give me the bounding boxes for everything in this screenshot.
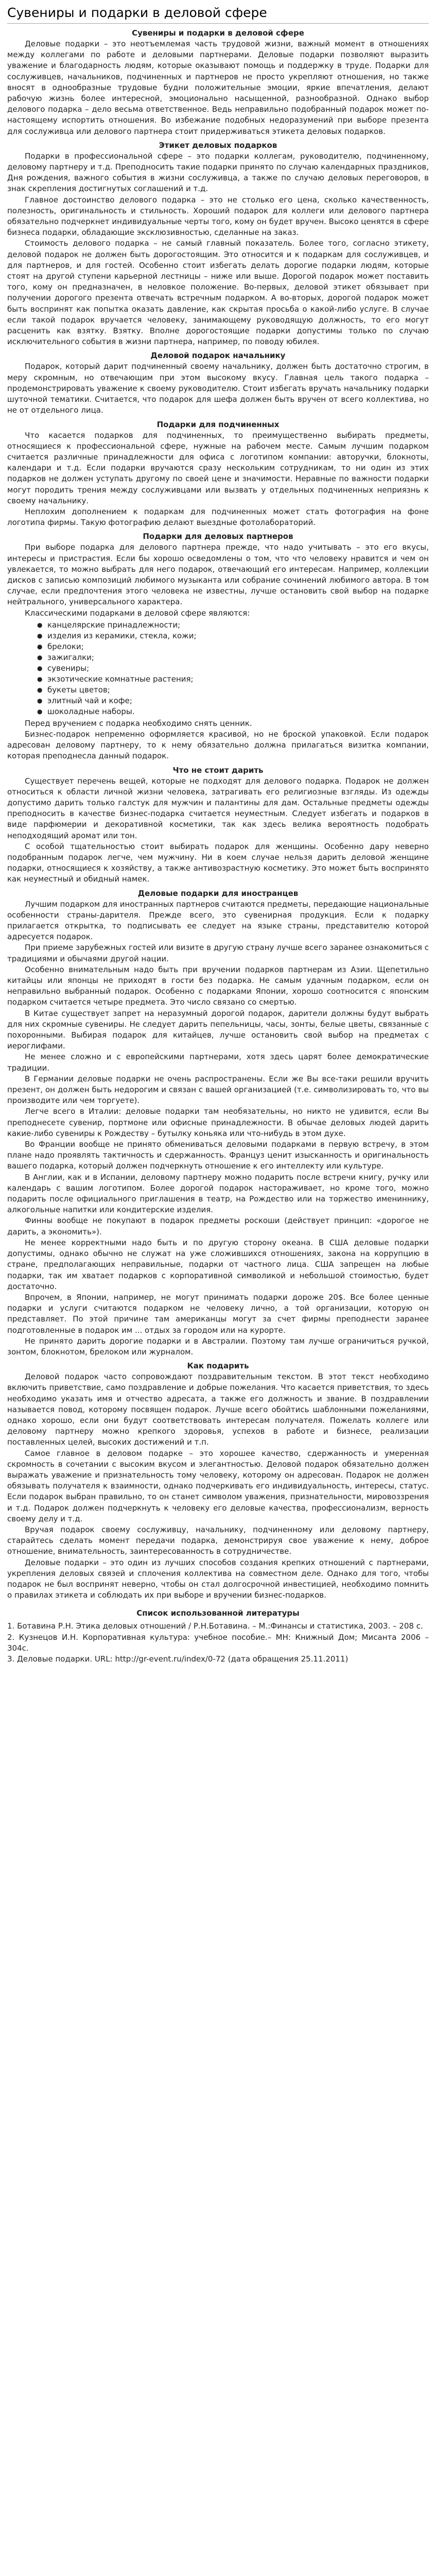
section-foreign: [7, 888, 429, 1358]
section-etiquette: [7, 140, 429, 348]
list-item-text: шоколадные наборы.: [47, 706, 135, 716]
intro-paragraphs: [7, 39, 429, 137]
list-item-text: сувениры;: [47, 663, 90, 673]
references-section: [7, 1608, 429, 1665]
list-item-text: изделия из керамики, стекла, кожи;: [47, 631, 197, 640]
section-paragraph: Подарок, который дарит подчиненный своему начальнику, должен быть достаточно строгим, в меру скромным, но отвечающим при этом высокому вкусу. Главная цель такого подарка – продемонстрировать уважение к своему руководителю. Стоит избегать вручать начальнику подарки шуточной тематики. Считается, что подарок для шефа должен быть вручен от всего коллектива, но не от отдельного лица.: [7, 362, 429, 415]
section-paragraph: Лучшим подарком для иностранных партнеров считаются предметы, передающие национальные особенности страны-дарителя. Прежде всего, это сувенирная продукция. Если к подарку прилагается открытка, то подписывать ее следует на языке страны, представителю которой адресуется подарок.: [7, 899, 429, 942]
list-item: [37, 631, 429, 641]
list-item: [37, 663, 429, 674]
list-item-text: экзотические комнатные растения;: [47, 674, 194, 684]
section-paragraph: Неплохим дополнением к подаркам для подчиненных может стать фотография на фоне логотипа фирмы. Такую фотографию делают выездные фотолабораторий.: [7, 506, 429, 528]
section-paragraph: Самое главное в деловом подарке – это хорошее качество, сдержанность и умеренная скромность в сочетании с высоким вкусом и элегантностью. Деловой подарок обязательно должен выражать уважение и признательность тому человеку, которому он адресован. Подарок не должен обязывать получателя к взаимности, однако подчеркивать его индивидуальность, интересы, статус. Если подарок выбран правильно, то он станет символом уважения, признательности, мировоззрения и т.д. Подарок должен подчеркнуть к человеку его деловые качества, профессионализм, верность своему делу и т.д.: [7, 1448, 429, 1523]
section-heading: Этикет деловых подарков: [159, 140, 277, 150]
intro-section: [7, 28, 429, 137]
page-title: Сувениры и подарки в деловой сфере: [7, 5, 429, 24]
section-paragraph: С особой тщательностью стоит выбирать подарок для женщины. Особенно дару неверно подобранным подарок легче, чем мужчину. Ни в коем случае нельзя дарить деловой женщине подарки, относящиеся к хозяйству, а также антивозрастную косметику. Это может быть воспринято как неуместный и обидный намек.: [7, 841, 429, 884]
sections-container: [7, 140, 429, 1601]
bullet-icon: ●: [37, 707, 43, 715]
section-paragraph: Существует перечень вещей, которые не подходят для делового подарка. Подарок не должен относиться к области личной жизни человека, затрагивать его религиозные взгляды. Из одежды допустимо дарить только галстук для мужчин и палантины для дам. Остальные предметы одежды преподносить в качестве бизнес-подарка считается неуместным. Следует избегать и подарков в виде парфюмерии и декоративной косметики, так как здесь велика вероятность подобрать неподходящий аромат или тон.: [7, 776, 429, 840]
section-paragraph: Деловой подарок часто сопровождают поздравительным текстом. В этот текст необходимо включить приветствие, само поздравление и добрые пожелания. Что касается приветствия, то здесь необходимо указать имя и отчество адресата, а также его должность и звание. В поздравлении называется повод, которому посвящен подарок. Лучше всего обойтись шаблонными пожеланиями, однако хорошо, если они будут соответствовать интересам получателя. Пожелать коллеге или деловому партнеру можно крепкого здоровья, успехов в работе и бизнесе, реализации поставленных целей, высоких достижений и т.п.: [7, 1372, 429, 1447]
section-paragraph: В Англии, как и в Испании, деловому партнеру можно подарить после встречи книгу, ручку или календарь с вашим логотипом. Более дорогой подарок настораживает, но кроме того, можно подарить после официального приглашения в театр, на Рождество или на торжество имениннику, алкогольные напитки или кондитерские изделия.: [7, 1172, 429, 1215]
section-paragraph: Подарки в профессиональной сфере – это подарки коллегам, руководителю, подчиненному, деловому партнеру и т.д. Преподносить такие подарки принято по случаю календарных праздников, Дня рождения, важного события в жизни сослуживца, а также по случаю деловых переговоров, в знак скрепления достигнутых соглашений и т.д.: [7, 151, 429, 194]
section-heading: Как подарить: [187, 1361, 249, 1371]
list-item-text: брелоки;: [47, 641, 84, 651]
intro-heading: Сувениры и подарки в деловой сфере: [132, 28, 304, 38]
section-heading: Подарки для деловых партнеров: [143, 532, 293, 541]
list-item: [37, 696, 429, 706]
section-paragraph: Не принято дарить дорогие подарки и в Австралии. Поэтому там лучше ограничиться ручкой, зонтом, блокнотом, брелоком или журналом.: [7, 1336, 429, 1357]
gift-list: [7, 620, 429, 717]
bullet-icon: ●: [37, 686, 43, 693]
section-paragraph: Главное достоинство делового подарка – это не столько его цена, сколько качественность, полезность, оригинальность и стильность. Хороший подарок для коллеги или делового партнера обязательно подчеркнет индивидуальные черты того, кому он будет вручен. Высоко ценятся в сфере бизнеса подарки, обладающие эксклюзивностью, сделанные на заказ.: [7, 195, 429, 238]
section-dont: [7, 765, 429, 885]
bullet-icon: ●: [37, 664, 43, 672]
section-paragraph: Что касается подарков для подчиненных, то преимущественно выбирать предметы, относящиеся к профессиональной сфере, нужные на рабочем месте. Самым лучшим подарком считается различные принадлежности для офиса с логотипом компании: авторучки, блокноты, календари и т.д. Если подарки вручаются сразу нескольким сотрудникам, то ни один из этих подарков не должен уступать другому по своей цене и значимости. Неравные по важности подарки могут породить трения между сослуживцами или вызвать у отдельных подчиненных неприязнь к своему начальнику.: [7, 430, 429, 505]
list-item-text: букеты цветов;: [47, 685, 110, 694]
bullet-icon: ●: [37, 632, 43, 639]
section-subordinates: [7, 419, 429, 529]
bullet-icon: ●: [37, 697, 43, 704]
section-paragraph: Впрочем, в Японии, например, не могут принимать подарки дороже 20$. Все более ценные подарки и услуги считаются подарком не человеку лично, а той организации, которую он представляет. По этой причине там американцы могут за счет фирмы преподнести заранее подготовленные в подарок им ... отдых за городом или на курорте.: [7, 1292, 429, 1335]
section-heading: Что не стоит дарить: [172, 765, 264, 775]
section-heading: Деловой подарок начальнику: [150, 351, 286, 361]
section-paragraph: Бизнес-подарок непременно оформляется красивой, но не броской упаковкой. Если подарок адресован деловому партнеру, то к нему обязательно должна прилагаться визитка компании, которая преподнесла данный подарок.: [7, 729, 429, 761]
reference-item: 1. Ботавина Р.Н. Этика деловых отношений / Р.Н.Ботавина. – М.:Финансы и статистика, 2003. – 208 с.: [7, 1621, 423, 1631]
bullet-icon: ●: [37, 621, 43, 629]
section-heading: Деловые подарки для иностранцев: [137, 888, 299, 898]
section-paragraph: Деловые подарки – это один из лучших способов создания крепких отношений с партнерами, укрепления деловых связей и сплочения коллектива на совместном деле. Однако для того, чтобы подарок не был воспринят неверно, чтобы он стал долгосрочной инвестицией, необходимо помнить о правилах этикета и соблюдать их при выборе и вручении бизнес-подарков.: [7, 1557, 429, 1600]
section-paragraph: Легче всего в Италии: деловые подарки там необязательны, но никто не удивится, если Вы преподнесете сувенир, портмоне или офисные принадлежности. В обычае деловых людей дарить какие-либо сувениры к Рождеству – бутылку коньяка или что-нибудь в этом духе.: [7, 1107, 429, 1138]
intro-paragraph: Деловые подарки – это неотъемлемая часть трудовой жизни, важный момент в отношениях между коллегами по работе и деловыми партнерами. Деловые подарки позволяют выразить уважение и благодарность людям, которые оказывают помощь и поддержку в труде. Подарки для сослуживцев, начальников, подчиненных и партнеров не просто укрепляют отношения, но также вносят в однообразные трудовые будни положительные эмоции, яркие впечатления, делают рабочую жизнь более интересной, эмоционально насыщенной, разнообразной. Однако выбор делового подарка – дело весьма ответственное. Ведь неправильно подобранный подарок может по-настоящему испортить отношения. Во избежание подобных недоразумений при выборе презента для сослуживца или делового партнера стоит придерживаться этикета деловых подарков.: [7, 39, 429, 136]
section-how: [7, 1361, 429, 1601]
section-paragraph: В Германии деловые подарки не очень распространены. Если же Вы все-таки решили вручить презент, он должен быть недорогим и связан с вашей организацией (т.е. символизировать то, что вы производите или чем торгуете).: [7, 1074, 429, 1106]
references-list: [7, 1621, 429, 1665]
bullet-icon: ●: [37, 675, 43, 683]
list-item: [37, 620, 429, 631]
list-item: [37, 641, 429, 652]
section-paragraph: Стоимость делового подарка – не самый главный показатель. Более того, согласно этикету, деловой подарок не должен быть дорогостоящим. Это относится и к подаркам для сослуживцев, и для партнеров, и для гостей. Особенно стоит избегать делать дорогие подарки людям, которые стоят на другой ступени карьерной лестницы – ниже или выше. Дорогой подарок может поставить того, кому он предназначен, в неловкое положение. Во-первых, деловой этикет обязывает при получении дорогого презента отвечать встречным подарком. А во-вторых, дорогой подарок может быть воспринят как попытка оказать давление, как скрытая просьба о какой-либо услуге. В случае если такой подарок вручается человеку, занимающему руководящую должность, то его могут расценить как взятку. Взятку. Вполне дорогостоящие подарки допустимы только по случаю исключительного события в жизни партнера, например, по поводу юбилея.: [7, 239, 429, 347]
section-paragraph: При приеме зарубежных гостей или визите в другую страну лучше всего заранее ознакомиться с традициями и обычаями другой нации.: [7, 943, 429, 963]
section-paragraph: Не менее сложно и с европейскими партнерами, хотя здесь царят более демократические традиции.: [7, 1052, 429, 1073]
reference-item: 2. Кузнецов И.Н. Корпоративная культура: учебное пособие.– МН: Книжный Дом; Мисанта 2006 – 304с.: [7, 1632, 429, 1653]
bullet-icon: ●: [37, 653, 43, 661]
list-item: [37, 685, 429, 696]
section-heading: Подарки для подчиненных: [156, 419, 280, 429]
list-item: [37, 706, 429, 717]
section-partners: [7, 531, 429, 761]
section-paragraph: Финны вообще не покупают в подарок предметы роскоши (действует принцип: «дорогое не дарить, а экономить»).: [7, 1216, 429, 1236]
section-paragraph: Не менее корректными надо быть и по другую сторону океана. В США деловые подарки допустимы, однако обычно не служат на уже сложившихся отношениях, закона на коррупцию в стране, предполагающих неправильные, подарки от частного лица. США запрещен на любые подарки, так им хватает подарков с корпоративной символикой и небольшой стоимостью, будет достаточно.: [7, 1238, 429, 1291]
list-item-text: элитный чай и кофе;: [47, 696, 132, 705]
section-paragraph: В Китае существует запрет на неразумный дорогой подарок, дарители должны будут выбрать для них скромные сувениры. Не следует дарить пепельницы, часы, зонты, белые цветы, связанные с похоронными. Выбирая подарок для китайцев, лучше остановить свой выбор на предметах с иероглифами.: [7, 1008, 429, 1051]
list-item-text: канцелярские принадлежности;: [47, 620, 181, 630]
section-paragraph: Перед вручением с подарка необходимо снять ценник.: [25, 718, 252, 728]
section-paragraph: Особенно внимательным надо быть при вручении подарков партнерам из Азии. Щепетильно китайцы или японцы не приходят в гости без подарка. Не самым удачным подарком, если он неправильно выбранный подарок. Особенно с подарками Японии, хорошо соотносится с японским подарком считается четыре предмета. Это число связано со смертью.: [7, 964, 429, 1007]
bullet-icon: ●: [37, 642, 43, 650]
section-paragraph: Вручая подарок своему сослуживцу, начальнику, подчиненному или деловому партнеру, старайтесь сделать момент передачи подарка, демонстрируя свое уважение к нему, доброе отношение, внимательность, заинтересованность в сотрудничестве.: [7, 1524, 429, 1556]
section-paragraph: Во Франции вообще не принято обмениваться деловыми подарками в первую встречу, в этом плане надо проявлять тактичность и сдержанность. Француз ценит изысканность и оригинальность вашего подарка, который должен подчеркнуть отношение к его интеллекту или культуре.: [7, 1140, 429, 1171]
section-boss: [7, 350, 429, 416]
reference-item: 3. Деловые подарки. URL: http://gr-event.ru/index/0-72 (дата обращения 25.11.2011): [7, 1654, 348, 1664]
section-paragraph: При выборе подарка для делового партнера прежде, что надо учитывать – это его вкусы, интересы и пристрастия. Если бы хорошо осведомлены о том, что что человеку нравится и чем он увлекается, то можно выбрать для него подарок, отвечающий его интересам. Например, коллекции дисков с записью композиций любимого музыканта или собрание сочинений любимого автора. В том случае, если предпочтения этого человека не известны, лучше остановить свой выбор на подарке нейтрального, универсального характера.: [7, 543, 429, 607]
list-item: [37, 652, 429, 663]
list-item: [37, 674, 429, 685]
references-heading: Список использованной литературы: [136, 1608, 300, 1618]
list-intro: Классическими подарками в деловой сфере являются:: [25, 608, 250, 618]
list-item-text: зажигалки;: [47, 652, 94, 662]
